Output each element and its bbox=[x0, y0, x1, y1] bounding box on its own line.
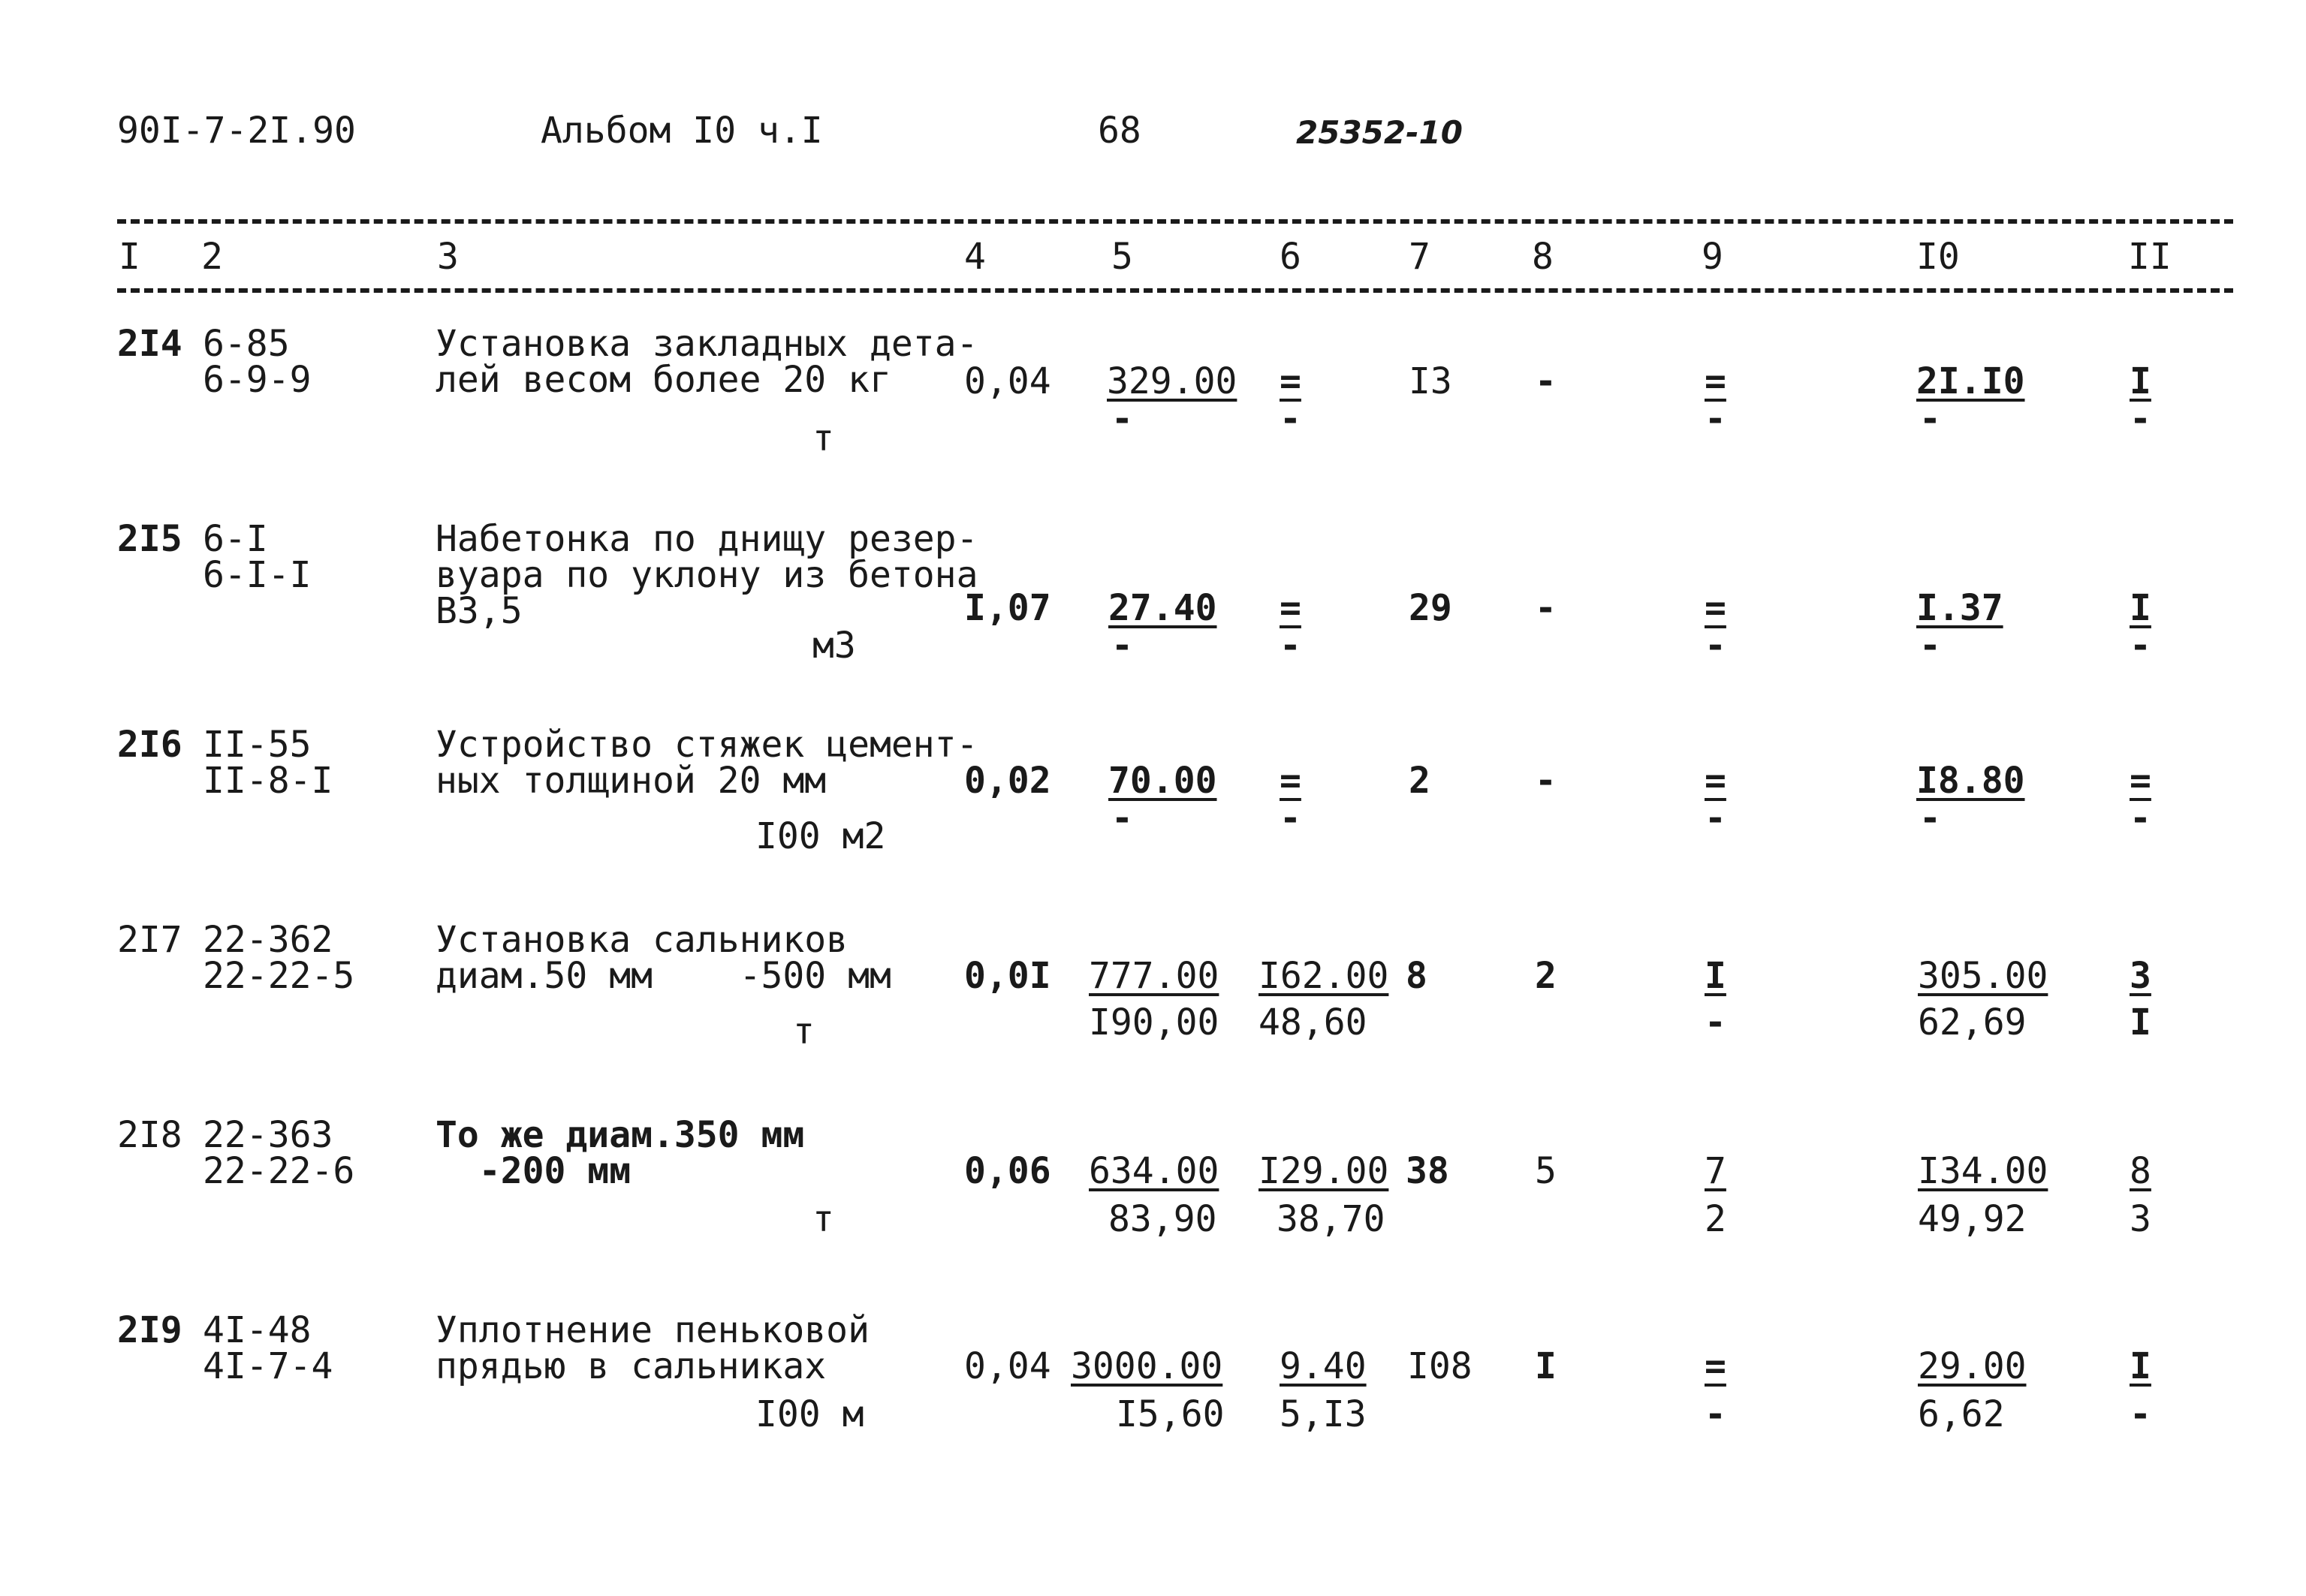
col8-value: 2 bbox=[1535, 955, 1557, 997]
row-number: 2I9 bbox=[117, 1309, 182, 1351]
col5-value-top: 70.00 bbox=[1108, 760, 1217, 802]
col9-value-top: = bbox=[1705, 1345, 1726, 1387]
col11-value-top: 3 bbox=[2130, 955, 2151, 997]
header-bottom-rule bbox=[117, 288, 2233, 293]
col10-value-top: 29.00 bbox=[1918, 1345, 2027, 1387]
col6-value-top: I62.00 bbox=[1259, 955, 1389, 997]
col11-value-top: I bbox=[2130, 360, 2151, 402]
unit-of-measure: м3 bbox=[812, 625, 856, 667]
row-number: 2I8 bbox=[117, 1114, 182, 1156]
col8-value: - bbox=[1535, 360, 1557, 402]
work-description-line-1: Уплотнение пеньковой bbox=[436, 1309, 870, 1351]
work-description-line-1: То же диам.350 мм bbox=[436, 1114, 805, 1156]
quantity: 0,02 bbox=[964, 760, 1051, 802]
col11-value-top: = bbox=[2130, 760, 2151, 802]
norm-code: 4I-48 bbox=[203, 1309, 312, 1351]
row-number: 2I7 bbox=[117, 919, 182, 961]
col8-value: 5 bbox=[1535, 1150, 1557, 1192]
norm-code: 6-I bbox=[203, 518, 268, 560]
col9-value-top: = bbox=[1705, 587, 1726, 629]
unit-of-measure: I00 м bbox=[755, 1393, 864, 1435]
col5-value-bottom: - bbox=[1111, 398, 1133, 440]
unit-of-measure: I00 м2 bbox=[755, 815, 886, 857]
col10-value-bottom: - bbox=[1919, 398, 1941, 440]
norm-subcode: 6-9-9 bbox=[203, 359, 312, 401]
col9-value-bottom: - bbox=[1705, 797, 1726, 839]
col11-value-top: 8 bbox=[2130, 1150, 2151, 1192]
column-header-7: 7 bbox=[1409, 236, 1430, 278]
col6-value-top: = bbox=[1280, 760, 1301, 802]
work-description-line-1: Установка закладных дета- bbox=[436, 323, 978, 365]
row-number: 2I4 bbox=[117, 323, 182, 365]
quantity: 0,06 bbox=[964, 1150, 1051, 1192]
column-header-2: 2 bbox=[201, 236, 223, 278]
unit-of-measure: т bbox=[812, 417, 834, 459]
col8-value: I bbox=[1535, 1345, 1557, 1387]
col9-value-top: = bbox=[1705, 360, 1726, 402]
col6-value-bottom: - bbox=[1280, 797, 1301, 839]
col10-value-bottom: - bbox=[1919, 797, 1941, 839]
work-description-line-2: -200 мм bbox=[436, 1150, 632, 1192]
col6-value-bottom: - bbox=[1280, 398, 1301, 440]
col9-value-top: = bbox=[1705, 760, 1726, 802]
col11-value-top: I bbox=[2130, 587, 2151, 629]
row-number: 2I6 bbox=[117, 724, 182, 766]
col5-value-top: 3000.00 bbox=[1071, 1345, 1223, 1387]
column-header-3: 3 bbox=[437, 236, 459, 278]
col10-value-bottom: 62,69 bbox=[1918, 1001, 2027, 1043]
col6-value-top: = bbox=[1280, 587, 1301, 629]
col5-value-top: 27.40 bbox=[1108, 587, 1217, 629]
column-header-11: II bbox=[2128, 236, 2172, 278]
column-header-9: 9 bbox=[1702, 236, 1723, 278]
unit-of-measure: т bbox=[812, 1198, 834, 1240]
col10-value-bottom: - bbox=[1919, 625, 1941, 667]
col7-value: 2 bbox=[1409, 760, 1430, 802]
header-top-rule bbox=[117, 219, 2233, 224]
column-header-5: 5 bbox=[1111, 236, 1133, 278]
column-header-8: 8 bbox=[1532, 236, 1554, 278]
col5-value-top: 634.00 bbox=[1089, 1150, 1219, 1192]
col10-value-top: 305.00 bbox=[1918, 955, 2048, 997]
col11-value-bottom: 3 bbox=[2130, 1198, 2151, 1240]
col9-value-bottom: 2 bbox=[1705, 1198, 1726, 1240]
album-label: Альбом I0 ч.I bbox=[541, 110, 823, 152]
col5-value-top: 777.00 bbox=[1089, 955, 1219, 997]
col11-value-bottom: - bbox=[2130, 625, 2151, 667]
col5-value-bottom: 83,90 bbox=[1108, 1198, 1217, 1240]
col9-value-top: I bbox=[1705, 955, 1726, 997]
norm-code: II-55 bbox=[203, 724, 312, 766]
norm-subcode: 22-22-6 bbox=[203, 1150, 355, 1192]
col9-value-bottom: - bbox=[1705, 1393, 1726, 1435]
work-description-line-2: лей весом более 20 кг bbox=[436, 359, 891, 401]
work-description-line-2: ных толщиной 20 мм bbox=[436, 760, 827, 802]
norm-subcode: II-8-I bbox=[203, 760, 333, 802]
col10-value-bottom: 49,92 bbox=[1918, 1198, 2027, 1240]
norm-code: 22-362 bbox=[203, 919, 333, 961]
col6-value-bottom: - bbox=[1280, 625, 1301, 667]
col10-value-top: I.37 bbox=[1916, 587, 2003, 629]
col10-value-top: I34.00 bbox=[1918, 1150, 2048, 1192]
col7-value: 38 bbox=[1406, 1150, 1449, 1192]
col7-value: I08 bbox=[1407, 1345, 1473, 1387]
work-description-line-1: Установка сальников bbox=[436, 919, 849, 961]
col9-value-top: 7 bbox=[1705, 1150, 1726, 1192]
quantity: 0,04 bbox=[964, 360, 1051, 402]
page-number: 68 bbox=[1098, 110, 1141, 152]
col7-value: 8 bbox=[1406, 955, 1427, 997]
col5-value-bottom: I5,60 bbox=[1116, 1393, 1225, 1435]
col11-value-bottom: I bbox=[2130, 1001, 2151, 1043]
col11-value-bottom: - bbox=[2130, 1393, 2151, 1435]
col9-value-bottom: - bbox=[1705, 625, 1726, 667]
col5-value-bottom: - bbox=[1111, 797, 1133, 839]
quantity: 0,04 bbox=[964, 1345, 1051, 1387]
col8-value: - bbox=[1535, 587, 1557, 629]
col10-value-bottom: 6,62 bbox=[1918, 1393, 2005, 1435]
col10-value-top: I8.80 bbox=[1916, 760, 2025, 802]
col10-value-top: 2I.I0 bbox=[1916, 360, 2025, 402]
sheet-code: 25352-10 bbox=[1296, 114, 1463, 151]
col9-value-bottom: - bbox=[1705, 398, 1726, 440]
col5-value-top: 329.00 bbox=[1107, 360, 1237, 402]
col6-value-top: I29.00 bbox=[1259, 1150, 1389, 1192]
norm-code: 22-363 bbox=[203, 1114, 333, 1156]
work-description-line-2: вуара по уклону из бетона bbox=[436, 554, 978, 596]
work-description-line-2: прядью в сальниках bbox=[436, 1345, 827, 1387]
col5-value-bottom: I90,00 bbox=[1089, 1001, 1219, 1043]
col11-value-bottom: - bbox=[2130, 398, 2151, 440]
col6-value-bottom: 5,I3 bbox=[1280, 1393, 1367, 1435]
unit-of-measure: т bbox=[793, 1010, 815, 1052]
col9-value-bottom: - bbox=[1705, 1001, 1726, 1043]
col8-value: - bbox=[1535, 760, 1557, 802]
work-description-line-2: диам.50 мм -500 мм bbox=[436, 955, 891, 997]
quantity: I,07 bbox=[964, 587, 1051, 629]
work-description-line-1: Устройство стяжек цемент- bbox=[436, 724, 978, 766]
document-code: 90I-7-2I.90 bbox=[117, 110, 356, 152]
column-header-1: I bbox=[119, 236, 140, 278]
column-header-6: 6 bbox=[1280, 236, 1301, 278]
col6-value-top: 9.40 bbox=[1280, 1345, 1367, 1387]
col6-value-bottom: 38,70 bbox=[1277, 1198, 1385, 1240]
col11-value-top: I bbox=[2130, 1345, 2151, 1387]
col5-value-bottom: - bbox=[1111, 625, 1133, 667]
work-description-line-3: B3,5 bbox=[436, 590, 523, 632]
norm-subcode: 6-I-I bbox=[203, 554, 312, 596]
col7-value: 29 bbox=[1409, 587, 1452, 629]
norm-subcode: 22-22-5 bbox=[203, 955, 355, 997]
col11-value-bottom: - bbox=[2130, 797, 2151, 839]
norm-subcode: 4I-7-4 bbox=[203, 1345, 333, 1387]
quantity: 0,0I bbox=[964, 955, 1051, 997]
row-number: 2I5 bbox=[117, 518, 182, 560]
col6-value-top: = bbox=[1280, 360, 1301, 402]
col7-value: I3 bbox=[1409, 360, 1452, 402]
col6-value-bottom: 48,60 bbox=[1259, 1001, 1367, 1043]
work-description-line-1: Набетонка по днищу резер- bbox=[436, 518, 978, 560]
column-header-4: 4 bbox=[964, 236, 986, 278]
column-header-10: I0 bbox=[1916, 236, 1960, 278]
norm-code: 6-85 bbox=[203, 323, 290, 365]
